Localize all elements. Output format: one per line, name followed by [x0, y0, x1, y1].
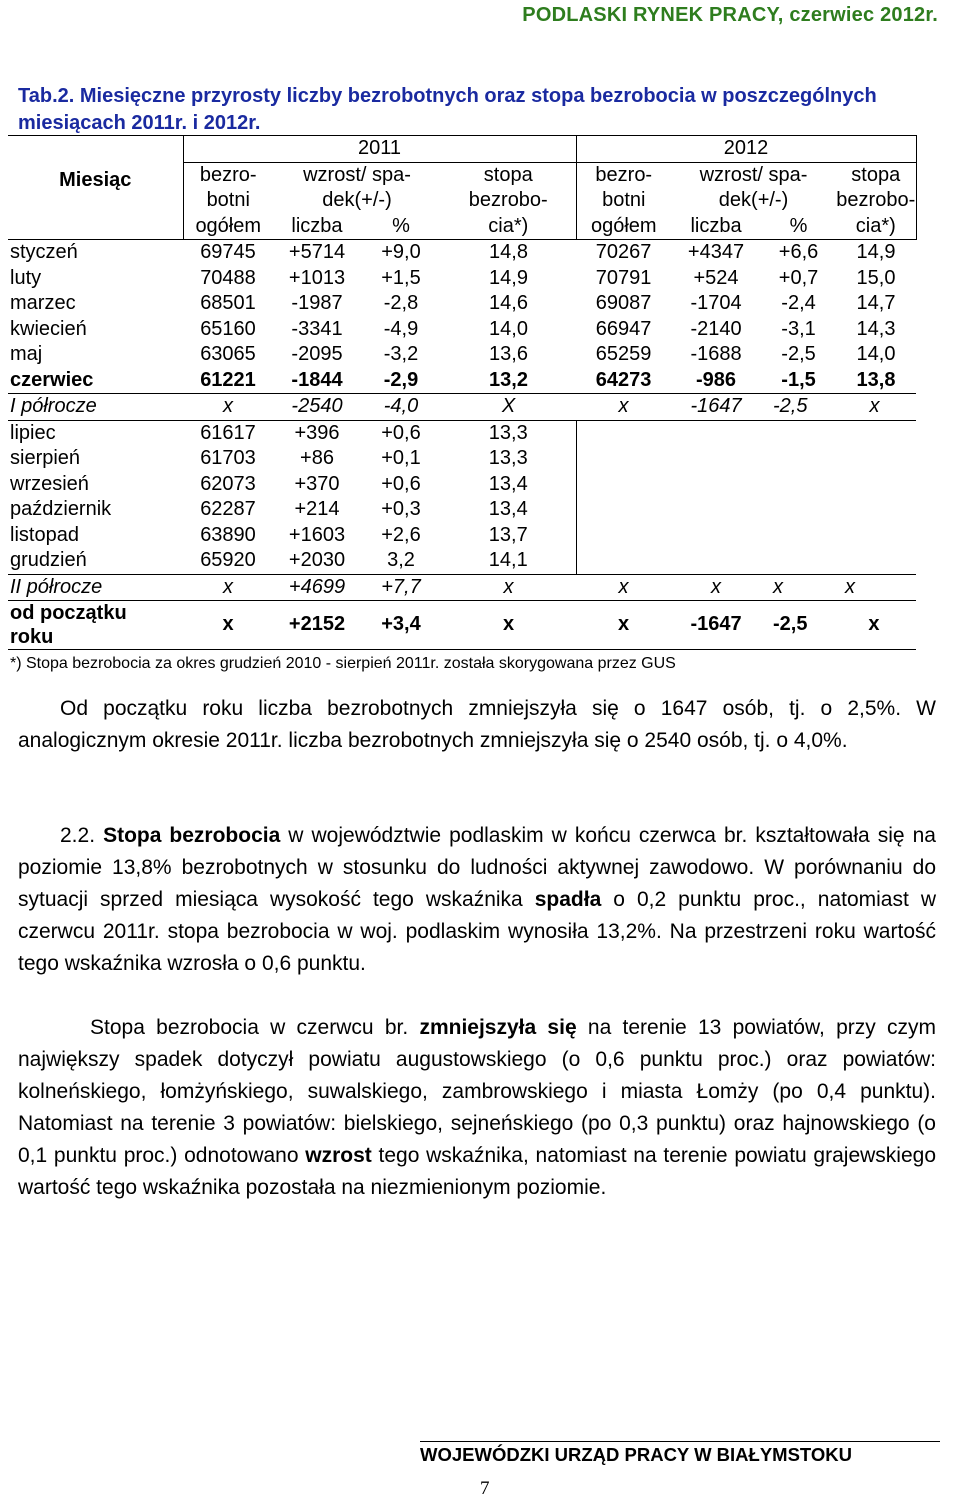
unemployment-table [8, 135, 917, 650]
value-cell: 65259 [595, 343, 652, 365]
empty-cell-2012 [576, 523, 916, 549]
value-cell: 14,6 [489, 292, 528, 314]
value-cell: 14,0 [489, 317, 528, 340]
table-row [8, 446, 916, 472]
value-cell: -2,9 [383, 368, 419, 391]
value-cell: 62073 [200, 472, 256, 495]
month-cell: lipiec [10, 421, 56, 444]
value-cell: +214 [294, 498, 340, 520]
month-cell: styczeń [10, 241, 78, 263]
month-cell: grudzień [10, 549, 87, 571]
table-row [8, 240, 916, 266]
col-header-pct-2011: % [361, 214, 441, 240]
value-cell: 3,2 [387, 549, 415, 571]
value-cell: +396 [294, 421, 340, 444]
col-header-rate-2011: stopa bezrobo- cia*) [441, 162, 576, 240]
table-row [8, 291, 916, 317]
empty-cell-2012 [576, 472, 916, 498]
table-row-second-half-total: II półrocze x +4699 +7,7 x x x x x [8, 574, 916, 601]
paragraph-county-changes: Stopa bezrobocia w czerwcu br. zmniejszyła się na terenie 13 powiatów, przy czym największy spadek dotyczył powiatu augustowskiego (o 0,6 punktu proc.) oraz powiatów: kolneńskiego, łomżyńskiego, suwalskiego, zambrowskiego i miasta Łomży (po 0,4 punktu). Natomiast na terenie 3 powiatów: bielskiego, sejneńskiego (po 0,3 punktu) oraz hajnowskiego (o 0,1 punktu proc.) odnotowano wzrost tego wskaźnika, natomiast na terenie powiatu grajewskiego wartość tego wskaźnika pozostała na niezmienionym poziomie. [18, 1016, 937, 1199]
col-header-unemployed-2011: bezro- botni ogółem [183, 162, 273, 240]
value-cell: 63890 [200, 523, 256, 546]
value-cell: 69087 [595, 292, 652, 314]
col-header-count-2011: liczba [273, 214, 361, 240]
page-header: PODLASKI RYNEK PRACY, czerwiec 2012r. [522, 4, 938, 26]
value-cell: 13,4 [488, 472, 528, 495]
table-row [8, 317, 916, 343]
value-cell: +4347 [687, 241, 745, 263]
col-header-change-2012: wzrost/ spa- dek(+/-) [671, 162, 836, 214]
month-cell: kwiecień [10, 317, 87, 340]
value-cell: +2,6 [381, 523, 421, 546]
value-cell: -2140 [690, 317, 742, 340]
empty-cell-2012 [576, 420, 916, 446]
value-cell: 15,0 [856, 266, 896, 289]
year-2012-header: 2012 [576, 136, 916, 163]
value-cell: -1987 [291, 292, 343, 314]
value-cell: -3,2 [383, 343, 419, 365]
table-row [8, 368, 916, 394]
table-row [8, 548, 916, 574]
value-cell: 65160 [200, 317, 256, 340]
value-cell: +86 [300, 447, 334, 469]
value-cell: 14,3 [856, 317, 896, 340]
value-cell: -2,4 [781, 292, 816, 314]
value-cell: +6,6 [778, 241, 819, 263]
value-cell: -1,5 [781, 368, 816, 391]
value-cell: 62287 [200, 498, 256, 520]
value-cell: +524 [693, 266, 739, 289]
value-cell: 61221 [200, 368, 256, 391]
value-cell: -2095 [291, 343, 343, 365]
table-row [8, 497, 916, 523]
value-cell: 13,2 [489, 368, 528, 391]
value-cell: -986 [696, 368, 737, 391]
value-cell: -4,9 [383, 317, 419, 340]
value-cell: 13,4 [488, 498, 528, 520]
table-footnote: *) Stopa bezrobocia za okres grudzień 2010 - sierpień 2011r. została skorygowana przez GUS [10, 655, 676, 672]
col-header-pct-2012: % [761, 214, 836, 240]
month-cell: listopad [10, 523, 79, 546]
table-body-first-half [8, 240, 916, 394]
table-body-second-half [8, 420, 916, 574]
value-cell: 61617 [200, 421, 256, 444]
value-cell: 13,8 [856, 368, 896, 391]
table-row [8, 420, 916, 446]
value-cell: -1844 [291, 368, 343, 391]
table-row [8, 266, 916, 292]
value-cell: 13,3 [488, 447, 528, 469]
value-cell: +9,0 [381, 241, 421, 263]
year-2011-header: 2011 [183, 136, 576, 163]
month-cell: marzec [10, 292, 76, 314]
table-row-first-half-total: I półrocze x -2540 -4,0 X x -1647 -2,5 x [8, 394, 916, 421]
value-cell: 64273 [595, 368, 652, 391]
value-cell: 14,9 [856, 241, 896, 263]
value-cell: 70488 [200, 266, 256, 289]
value-cell: 13,3 [488, 421, 528, 444]
month-cell: maj [10, 343, 43, 365]
value-cell: 13,7 [488, 523, 528, 546]
value-cell: -3341 [291, 317, 343, 340]
value-cell: -2,5 [781, 343, 816, 365]
value-cell: -1704 [690, 292, 742, 314]
value-cell: 70267 [595, 241, 652, 263]
value-cell: 63065 [200, 343, 256, 365]
table-caption: Tab.2. Miesięczne przyrosty liczby bezrobotnych oraz stopa bezrobocia w poszczególnych miesiącach 2011r. i 2012r. [18, 85, 877, 134]
value-cell: +0,6 [381, 421, 421, 444]
month-cell: wrzesień [10, 472, 89, 495]
value-cell: 14,1 [488, 549, 528, 571]
value-cell: +1,5 [381, 266, 421, 289]
value-cell: 14,0 [856, 343, 896, 365]
value-cell: +5714 [288, 241, 346, 263]
col-header-count-2012: liczba [671, 214, 761, 240]
value-cell: 13,6 [489, 343, 528, 365]
paragraph-unemployment-rate: 2.2. Stopa bezrobocia w województwie podlaskim w końcu czerwca br. kształtowała się na poziomie 13,8% bezrobotnych w stosunku do ludności aktywnej zawodowo. W porównaniu do sytuacji sprzed miesiąca wysokość tego wskaźnika spadła o 0,2 punktu proc., natomiast w czerwcu 2011r. stopa bezrobocia w woj. podlaskim wynosiła 13,2%. Na przestrzeni roku wartość tego wskaźnika wzrosła o 0,6 punktu. [18, 824, 936, 975]
table-row [8, 342, 916, 368]
table-row-year-to-date: od początku roku x +2152 +3,4 x x -1647 -2,5 x [8, 601, 916, 650]
value-cell: 14,8 [489, 241, 528, 263]
col-header-change-2011: wzrost/ spa- dek(+/-) [273, 162, 441, 214]
empty-cell-2012 [576, 497, 916, 523]
col-header-unemployed-2012: bezro- botni ogółem [576, 162, 671, 240]
col-header-rate-2012: stopa bezrobo- cia*) [836, 162, 916, 240]
value-cell: 14,7 [856, 292, 896, 314]
value-cell: +0,3 [381, 498, 421, 520]
table-row [8, 472, 916, 498]
value-cell: -3,1 [781, 317, 816, 340]
unemployment-table-wrap [8, 135, 916, 650]
value-cell: 66947 [595, 317, 652, 340]
value-cell: -2,8 [383, 292, 419, 314]
value-cell: +2030 [288, 549, 346, 571]
value-cell: +1013 [288, 266, 346, 289]
value-cell: 69745 [200, 241, 256, 263]
month-cell: czerwiec [10, 368, 94, 391]
empty-cell-2012 [576, 446, 916, 472]
table-row [8, 523, 916, 549]
value-cell: +0,7 [778, 266, 819, 289]
value-cell: 14,9 [489, 266, 528, 289]
value-cell: 70791 [595, 266, 652, 289]
page-number: 7 [480, 1478, 490, 1499]
month-cell: luty [10, 266, 42, 289]
month-cell: październik [10, 498, 112, 520]
page-footer: WOJEWÓDZKI URZĄD PRACY W BIAŁYMSTOKU [420, 1441, 940, 1466]
col-header-month: Miesiąc [8, 162, 183, 240]
value-cell: +1603 [288, 523, 346, 546]
empty-cell-2012 [576, 548, 916, 574]
value-cell: -1688 [690, 343, 742, 365]
value-cell: +0,1 [381, 447, 421, 469]
value-cell: 65920 [200, 549, 256, 571]
value-cell: +0,6 [381, 472, 421, 495]
month-cell: sierpień [10, 447, 81, 469]
value-cell: 61703 [200, 447, 256, 469]
value-cell: 68501 [200, 292, 256, 314]
paragraph-year-summary: Od początku roku liczba bezrobotnych zmniejszyła się o 1647 osób, tj. o 2,5%. W analogicznym okresie 2011r. liczba bezrobotnych zmniejszyła się o 2540 osób, tj. o 4,0%. [18, 697, 936, 752]
value-cell: +370 [294, 472, 340, 495]
